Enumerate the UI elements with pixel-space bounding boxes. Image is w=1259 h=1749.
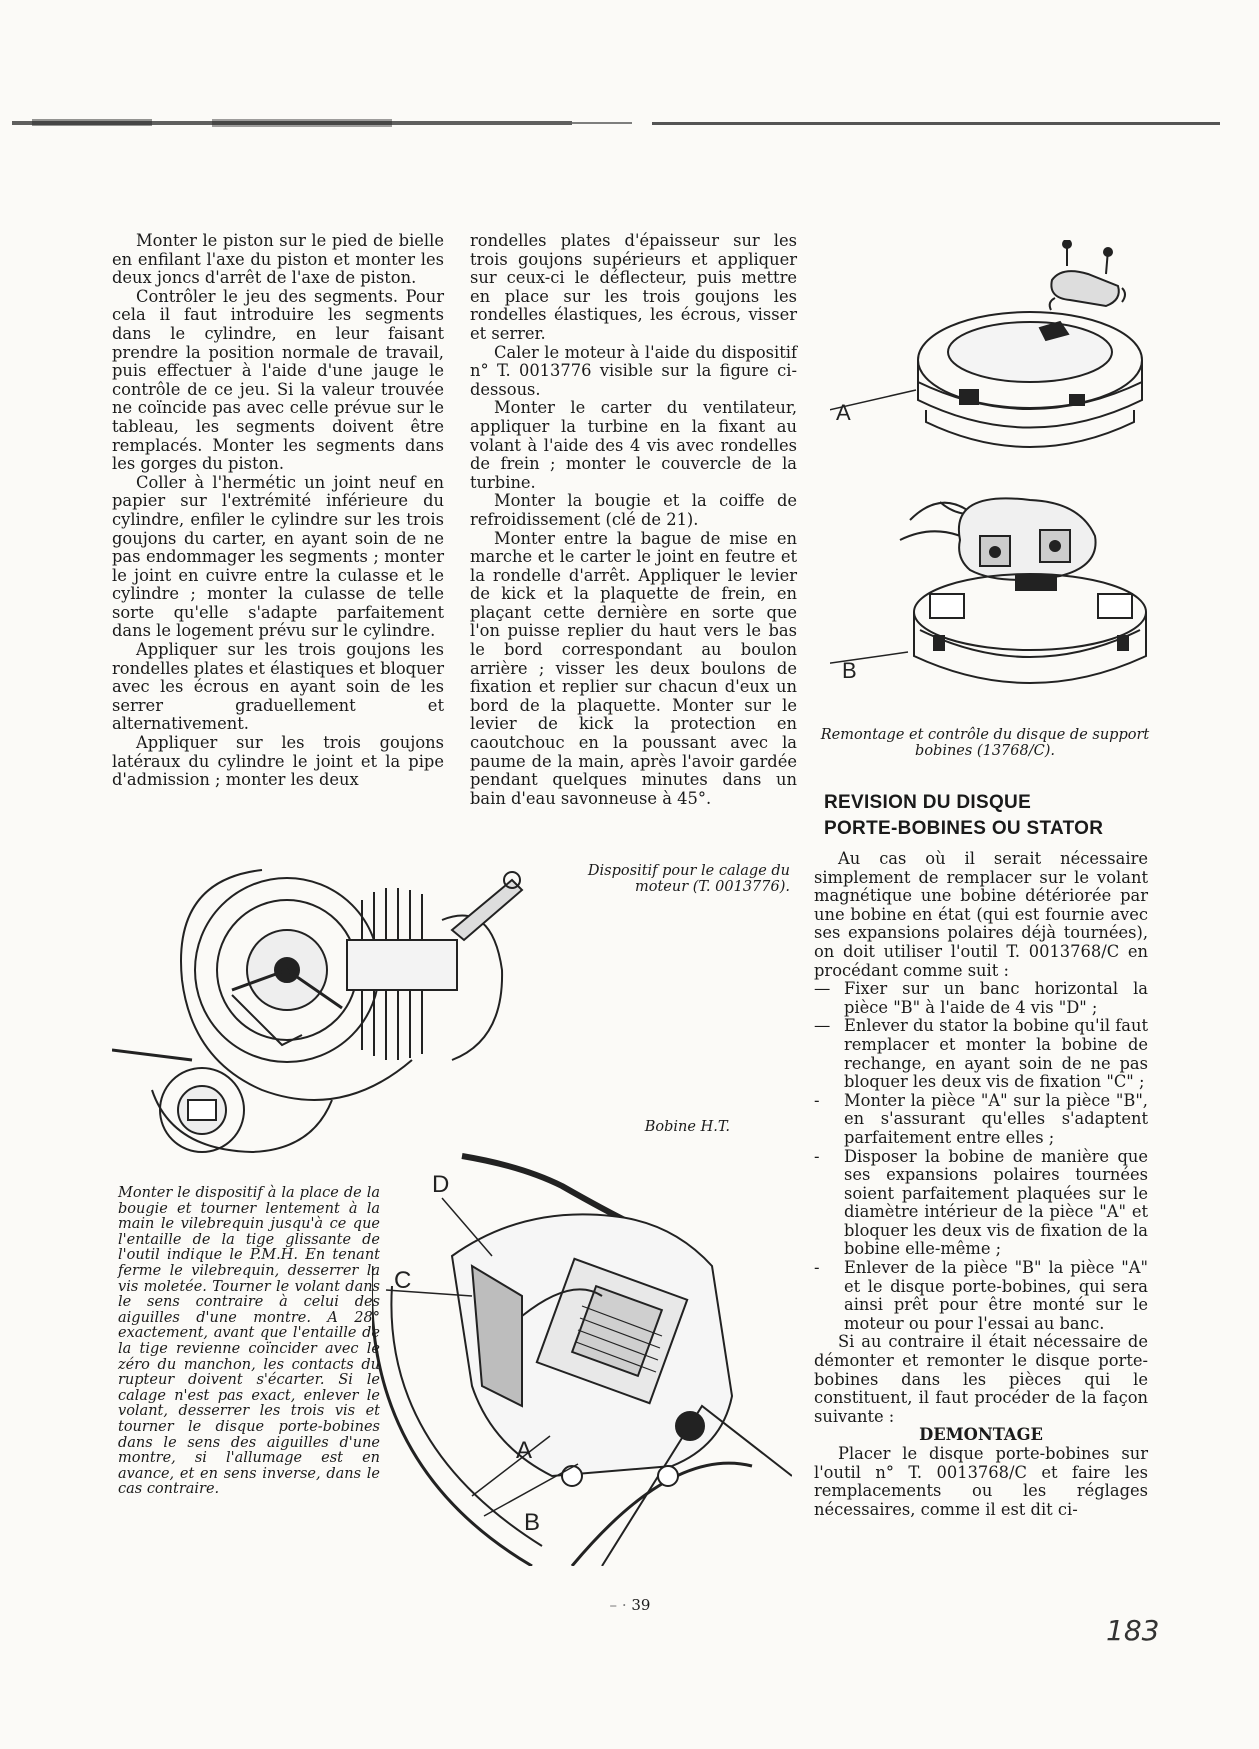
- paragraph: Caler le moteur à l'aide du dispositif n° T. 0013776 visible sur la figure ci-dessous.: [470, 342, 797, 399]
- paragraph: Placer le disque porte-bobines sur l'outil n° T. 0013768/C et faire les remplacements ou les réglages nécessaires, comme il est dit ci-: [814, 1444, 1148, 1519]
- list-item-text: Monter la pièce "A" sur la pièce "B", en s'assurant qu'elles s'adaptent parfaitement entre elles ;: [844, 1090, 1148, 1147]
- list-item: [814, 1092, 1148, 1148]
- handwritten-number: 183: [1106, 1614, 1160, 1647]
- paragraph: Coller à l'hermétic un joint neuf en papier sur l'extrémité inférieure du cylindre, enfiler le cylindre sur les trois goujons du carter, en ayant soin de ne pas endommager les segments ; monter le joint en cuivre entre la culasse et le cylindre ; monter la culasse de telle sorte qu'elle s'adapte parfaitement dans le logement prévu sur le cylindre.: [112, 472, 444, 641]
- header-rule: [12, 118, 1220, 128]
- subheading: DEMONTAGE: [919, 1425, 1043, 1445]
- label-a: A: [836, 400, 851, 425]
- list-marker: -: [814, 1090, 820, 1110]
- list-marker: -: [814, 1258, 820, 1278]
- coil-figure-caption: Bobine H.T.: [644, 1119, 730, 1135]
- section-title: [824, 790, 1144, 842]
- text-column-1: [112, 232, 444, 790]
- page-number: – · 39: [609, 1596, 651, 1614]
- paragraph: Au cas où il serait nécessaire simplement de remplacer sur le volant magnétique une bobine détériorée par une bobine en état (qui est fournie avec ses expansions polaires déjà tournées), on doit utiliser l'outil T. 0013768/C en procédant comme suit :: [814, 849, 1148, 980]
- section-title-line: PORTE-BOBINES OU STATOR: [824, 818, 1104, 839]
- list-item-text: Fixer sur un banc horizontal la pièce "B" à l'aide de 4 vis "D" ;: [844, 979, 1148, 1017]
- stator-figure-labels: [836, 396, 896, 696]
- label-d: D: [432, 1171, 450, 1198]
- list-marker: -: [814, 1146, 820, 1166]
- list-item-text: Disposer la bobine de manière que ses expansions polaires tournées soient parfaitement plaquées sur le diamètre intérieur de la pièce "A" et bloquer les deux vis de fixation de la bobine elle-même ;: [844, 1146, 1148, 1259]
- paragraph: Appliquer sur les trois goujons latéraux du cylindre le joint et la pipe d'admission ; monter les deux: [112, 733, 444, 790]
- paragraph: rondelles plates d'épaisseur sur les trois goujons supérieurs et appliquer sur ceux-ci le déflecteur, puis mettre en place sur les trois goujons les rondelles élastiques, les écrous, visser et serrer.: [470, 231, 797, 343]
- list-item-text: Enlever de la pièce "B" la pièce "A" et le disque porte-bobines, qui sera ainsi prêt pour être monté sur le moteur ou pour l'essai au banc.: [844, 1258, 1148, 1333]
- paragraph: Monter le carter du ventilateur, appliquer la turbine en la fixant au volant à l'aide des 4 vis avec rondelles de frein ; monter le couvercle de la turbine.: [470, 398, 797, 492]
- paragraph: Monter la bougie et la coiffe de refroidissement (clé de 21).: [470, 491, 797, 529]
- list-item: [814, 1259, 1148, 1333]
- page-number-value: 39: [631, 1596, 651, 1614]
- paragraph: Monter entre la bague de mise en marche et le carter le joint en feutre et la rondelle d'arrêt. Appliquer le levier de kick et la plaquette de frein, en plaçant cette dernière en sorte que l'on puisse replier du haut vers le bas le bord correspondant au boulon arrière ; visser les deux boulons de fixation et replier sur chacun d'eux un bord de la plaquette. Monter sur le levier de kick la protection en caoutchouc en la poussant avec la paume de la main, après l'avoir gardée pendant quelques minutes dans un bain d'eau savonneuse à 45°.: [470, 528, 797, 808]
- paragraph: Si au contraire il était nécessaire de démonter et remonter le disque porte-bobines dans les pièces qui le constituent, il faut procéder de la façon suivante :: [814, 1332, 1148, 1426]
- label-c: C: [394, 1267, 412, 1294]
- timing-procedure-caption: Monter le dispositif à la place de la bougie et tourner lentement à la main le vilebrequin jusqu'à ce que l'entaille de la tige glissante de l'outil indique le P.M.H. En tenant ferme le vilebrequin, desserrer la vis moletée. Tourner le volant dans le sens contraire à celui des aiguilles d'une montre. A 28° exactement, avant que l'entaille de la tige revienne coïncider avec le zéro du manchon, les contacts du rupteur doivent s'écarter. Si le calage n'est pas exact, enlever le volant, desserrer les trois vis et tourner le disque porte-bobines dans le sens des aiguilles d'une montre, si l'allumage est en avance, et en sens inverse, dans le cas contraire.: [118, 1185, 380, 1498]
- list-marker: —: [814, 1016, 831, 1036]
- paragraph: Appliquer sur les trois goujons les rondelles plates et élastiques et bloquer avec les écrous en ayant soin de les serrer graduellement et alternativement.: [112, 640, 444, 734]
- text-column-2: [470, 232, 797, 808]
- list-marker: —: [814, 979, 831, 999]
- list-item-text: Enlever du stator la bobine qu'il faut remplacer et monter la bobine de rechange, en ayant soin de ne pas bloquer les deux vis de fixation "C" ;: [844, 1016, 1148, 1092]
- section-title-line: REVISION DU DISQUE: [824, 792, 1032, 813]
- list-item: [814, 980, 1148, 1017]
- list-item: [814, 1017, 1148, 1091]
- label-b: B: [524, 1509, 541, 1536]
- text-column-3: [814, 850, 1148, 1519]
- stator-figure-caption: Remontage et contrôle du disque de support bobines (13768/C).: [820, 727, 1150, 759]
- engine-timing-figure: [112, 860, 572, 1160]
- engine-figure-caption: Dispositif pour le calage du moteur (T. 0013776).: [587, 863, 790, 895]
- label-a: A: [516, 1437, 533, 1464]
- paragraph: Monter le piston sur le pied de bielle en enfilant l'axe du piston et monter les deux joncs d'arrêt de l'axe de piston.: [112, 231, 444, 288]
- paragraph: Contrôler le jeu des segments. Pour cela il faut introduire les segments dans le cylindre, en leur faisant prendre la position normale de travail, puis effectuer à l'aide d'une jauge le contrôle de ce jeu. Si la valeur trouvée ne coïncide pas avec celle prévue sur le tableau, les segments doivent être remplacés. Monter les segments dans les gorges du piston.: [112, 286, 444, 474]
- label-b: B: [842, 658, 857, 683]
- coil-ht-figure: [372, 1146, 792, 1566]
- list-item: [814, 1148, 1148, 1260]
